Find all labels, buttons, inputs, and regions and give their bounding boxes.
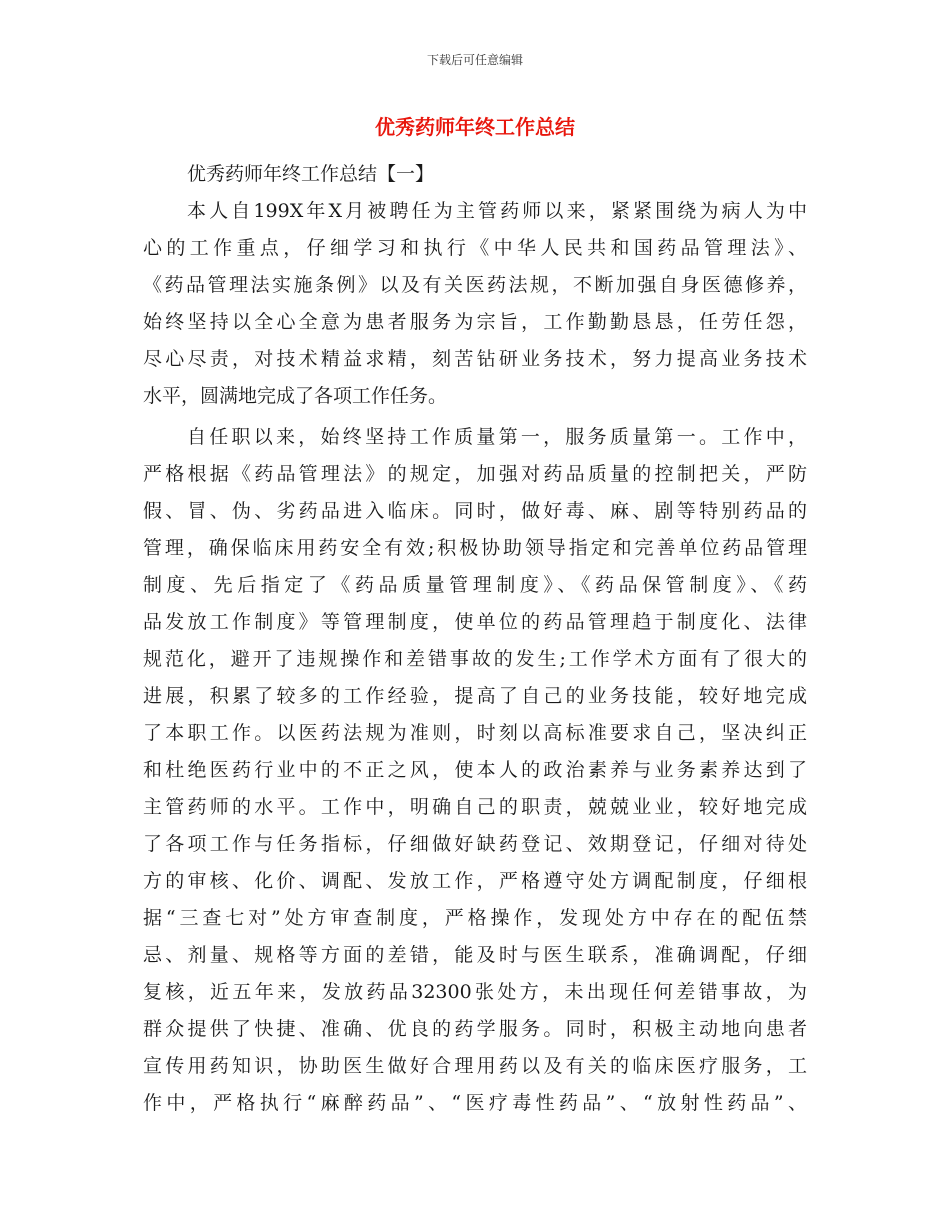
paragraph-line: 复核，近五年来，发放药品32300张处方，未出现任何差错事故，为 — [143, 981, 807, 1003]
paragraph-line: 品发放工作制度》等管理制度，使单位的药品管理趋于制度化、法律 — [143, 611, 807, 633]
paragraph-line: 方的审核、化价、调配、发放工作，严格遵守处方调配制度，仔细根 — [143, 870, 807, 892]
paragraph-line: 忌、剂量、规格等方面的差错，能及时与医生联系，准确调配，仔细 — [143, 944, 807, 966]
paragraph-line: 和杜绝医药行业中的不正之风，使本人的政治素养与业务素养达到了 — [143, 759, 807, 781]
paragraph-line: 了本职工作。以医药法规为准则，时刻以高标准要求自己，坚决纠正 — [143, 722, 807, 744]
paragraph-line: 心的工作重点，仔细学习和执行《中华人民共和国药品管理法》、 — [143, 237, 807, 259]
paragraph-line: 《药品管理法实施条例》以及有关医药法规，不断加强自身医德修养， — [143, 274, 807, 296]
page-header-note: 下载后可任意编辑 — [426, 53, 523, 67]
paragraph-line: 水平，圆满地完成了各项工作任务。 — [143, 385, 448, 407]
paragraph-line: 自任职以来，始终坚持工作质量第一，服务质量第一。工作中， — [187, 426, 807, 448]
paragraph-line: 群众提供了快捷、准确、优良的药学服务。同时，积极主动地向患者 — [143, 1018, 807, 1040]
section-heading: 优秀药师年终工作总结【一】 — [187, 163, 435, 185]
paragraph-line: 制度、先后指定了《药品质量管理制度》、《药品保管制度》、《药 — [143, 574, 807, 596]
paragraph-line: 本人自199X年X月被聘任为主管药师以来，紧紧围绕为病人为中 — [187, 200, 807, 222]
paragraph-line: 作中，严格执行“麻醉药品”、“医疗毒性药品”、“放射性药品”、 — [143, 1092, 807, 1114]
paragraph-line: 规范化，避开了违规操作和差错事故的发生;工作学术方面有了很大的 — [143, 648, 807, 670]
paragraph-line: 了各项工作与任务指标，仔细做好缺药登记、效期登记，仔细对待处 — [143, 833, 807, 855]
paragraph-line: 进展，积累了较多的工作经验，提高了自己的业务技能，较好地完成 — [143, 685, 807, 707]
document-title: 优秀药师年终工作总结 — [375, 115, 575, 139]
paragraph-line: 主管药师的水平。工作中，明确自己的职责，兢兢业业，较好地完成 — [143, 796, 807, 818]
paragraph-line: 据“三查七对”处方审查制度，严格操作，发现处方中存在的配伍禁 — [143, 907, 807, 929]
paragraph-line: 始终坚持以全心全意为患者服务为宗旨，工作勤勤恳恳，任劳任怨， — [143, 311, 807, 333]
paragraph-line: 严格根据《药品管理法》的规定，加强对药品质量的控制把关，严防 — [143, 463, 807, 485]
paragraph-line: 管理，确保临床用药安全有效;积极协助领导指定和完善单位药品管理 — [143, 537, 807, 559]
paragraph-line: 宣传用药知识，协助医生做好合理用药以及有关的临床医疗服务，工 — [143, 1055, 807, 1077]
paragraph-line: 尽心尽责，对技术精益求精，刻苦钻研业务技术，努力提高业务技术 — [143, 348, 807, 370]
paragraph-line: 假、冒、伪、劣药品进入临床。同时，做好毒、麻、剧等特别药品的 — [143, 500, 807, 522]
